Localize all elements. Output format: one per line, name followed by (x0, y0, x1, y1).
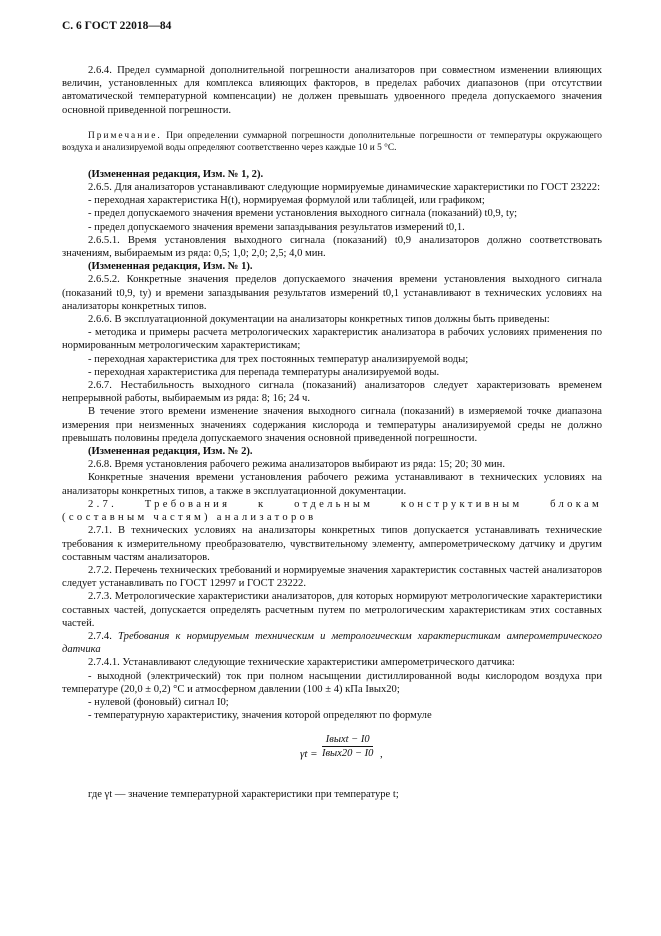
clause-2-7-2: 2.7.2. Перечень технических требований и нормируемые значения характеристик составных частей анализаторов следует устанавливать по ГОСТ 12997 и ГОСТ 23222. (62, 564, 602, 590)
note-text: При определении суммарной погрешности дополнительные погрешности от температуры окружающего воздуха и анализируемой воды определяют соответственно через каждые 10 и 5 °С. (62, 130, 602, 153)
section-heading-2-7-cont: (составным частям) анализаторов (62, 512, 317, 524)
clause-2-6-8: 2.6.8. Время установления рабочего режима анализаторов выбирают из ряда: 15; 20; 30 мин. (88, 459, 506, 471)
clause-2-7-3: 2.7.3. Метрологические характеристики анализаторов, для которых нормируют метрологические характеристики составных частей, допускается определять расчетным путем по метрологическим характеристикам этих составных частей. (62, 591, 602, 629)
list-item: - предел допускаемого значения времени установления выходного сигнала (показаний) t0,9, tу; (88, 208, 518, 220)
formula-fraction (322, 734, 373, 759)
clause-2-6-5: 2.6.5. Для анализаторов устанавливают следующие нормируемые динамические характеристики по ГОСТ 23222: (88, 182, 601, 194)
list-item: - выходной (электрический) ток при полном насыщении дистиллированной воды кислородом воздуха при температуре (20,0 ± 0,2) °С и атмосферном давлении (100 ± 4) кПа Iвых20; (62, 670, 602, 695)
note (62, 130, 602, 154)
formula-numerator: Iвыхt − I0 (322, 734, 373, 747)
clause-2-6-7: 2.6.7. Нестабильность выходного сигнала (показаний) анализаторов следует характеризовать временем непрерывной работы, выбираемым из ряда: 8; 16; 24 ч. (62, 380, 602, 405)
clause-2-6-5-1: 2.6.5.1. Время установления выходного сигнала (показаний) t0,9 анализаторов должно соответствовать значениям, выбираемым из ряда: 0,5; 1,0; 2,0; 2,5; 4,0 мин. (62, 234, 602, 260)
list-item: - переходная характеристика для трех постоянных температур анализируемой воды; (88, 353, 469, 365)
clause-2-6-6: 2.6.6. В эксплуатационной документации на анализаторы конкретных типов должны быть приведены: (88, 314, 550, 326)
edition-note-3: (Измененная редакция, Изм. № 2). (88, 446, 253, 458)
clause-2-7-4-1: 2.7.4.1. Устанавливают следующие технические характеристики амперометрического датчика: (88, 657, 515, 669)
clause-2-6-5-2: 2.6.5.2. Конкретные значения пределов допускаемого значения времени установления выходного сигнала (показаний t0,9, tу) и времени запаздывания результатов измерений t0,1 устанавливают в технических условиях на анализаторы конкретных типов. (62, 274, 602, 312)
clause-2-6-4: 2.6.4. Предел суммарной дополнительной погрешности анализаторов при совместном изменении влияющих величин, установленных для комплекса влияющих факторов, в пределах рабочих диапазонов (при отсутствии автоматической температурной компенсации) не должен превышать удвоенного предела допускаемого значения основной приведенной погрешности. (62, 65, 602, 116)
where-clause: где γt — значение температурной характеристики при температуре t; (88, 789, 399, 801)
edition-note-2: (Измененная редакция, Изм. № 1). (88, 261, 253, 273)
clause-2-6-8-text: Конкретные значения времени установления рабочего режима устанавливают в технических условиях на анализаторы конкретных типов, а также в эксплуатационной документации. (62, 472, 602, 497)
clause-2-7-1: 2.7.1. В технических условиях на анализаторы конкретных типов допускается устанавливать технические требования к измерительному преобразователю, чувствительному элементу, амперометрическому датчику и другим составным частям анализаторов. (62, 525, 602, 563)
list-item: - температурную характеристику, значения которой определяют по формуле (88, 710, 432, 722)
list-item: - переходная характеристика для перепада температуры анализируемой воды. (88, 366, 440, 378)
list-item: - переходная характеристика H(t), нормируемая формулой или таблицей, или графиком; (88, 195, 485, 207)
clause-2-7-4-number: 2.7.4. (88, 630, 112, 642)
edition-note-1: (Измененная редакция, Изм. № 1, 2). (88, 168, 264, 180)
clause-2-7-4 (62, 630, 602, 656)
list-item: - нулевой (фоновый) сигнал I0; (88, 696, 229, 708)
page-header: С. 6 ГОСТ 22018—84 (62, 20, 172, 32)
formula (62, 728, 602, 784)
formula-tail: , (380, 748, 383, 761)
section-heading-2-7: 2.7. Требования к отдельным конструктивным блокам (88, 498, 602, 510)
formula-lhs: γt = (300, 748, 318, 761)
note-label: Примечание. (88, 130, 162, 141)
formula-denominator: Iвых20 − I0 (322, 748, 374, 760)
list-item: - предел допускаемого значения времени запаздывания результатов измерений t0,1. (88, 221, 465, 233)
clause-2-6-7-text: В течение этого времени изменение значения выходного сигнала (показаний) в измеряемой точке диапазона измерения при неизменных значениях содержания кислорода и температуры анализируемой среды не должно превышать половины предела допускаемого значения основной приведенной погрешности. (62, 406, 602, 444)
clause-2-7-4-title: Требования к нормируемым техническим и метрологическим характеристикам амперометрического датчика (62, 630, 602, 656)
list-item: - методика и примеры расчета метрологических характеристик анализатора в рабочих условиях применения по нормированным метрологическим характеристикам; (62, 327, 602, 352)
document-page (62, 20, 602, 802)
